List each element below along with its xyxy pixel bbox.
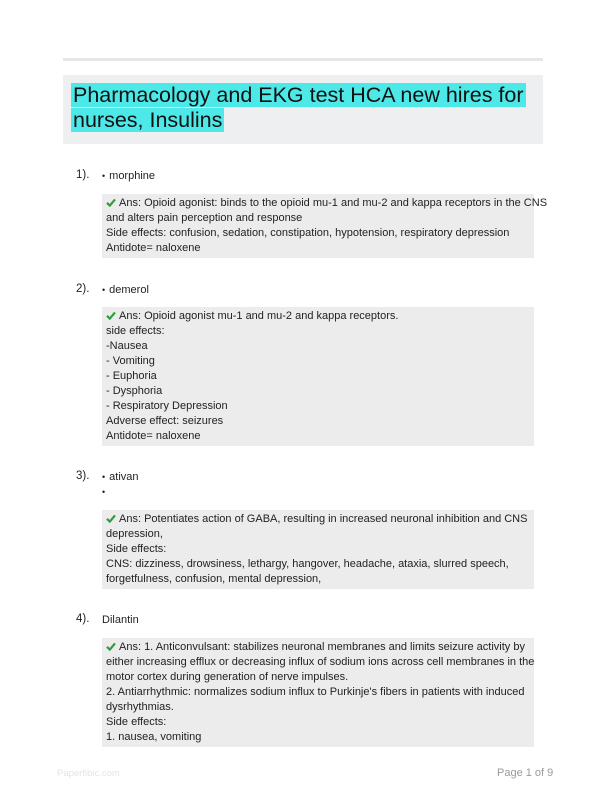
question-label: Dilantin bbox=[102, 614, 139, 626]
question-label: • morphine bbox=[102, 170, 156, 182]
answer-line: Antidote= naloxene bbox=[106, 430, 201, 442]
answer-line: Side effects: bbox=[106, 716, 167, 728]
answer-line: dysrhythmias. bbox=[106, 701, 174, 713]
answer-line: - Vomiting bbox=[106, 355, 155, 367]
answer-line: Ans: Opioid agonist: binds to the opioid mu-1 and mu-2 and kappa receptors in the CNS bbox=[106, 196, 530, 211]
bullet-icon: • bbox=[102, 487, 106, 497]
answer-line: depression, bbox=[106, 528, 163, 540]
bullet-icon: • bbox=[102, 285, 106, 295]
answer-line: Adverse effect: seizures bbox=[106, 415, 224, 427]
question-number: 4). bbox=[76, 613, 90, 625]
check-icon bbox=[106, 642, 116, 651]
answer-line: Ans: Potentiates action of GABA, resulting in increased neuronal inhibition and CNS bbox=[106, 512, 530, 527]
check-icon bbox=[106, 311, 116, 320]
answer-line: Side effects: bbox=[106, 543, 167, 555]
question-number: 2). bbox=[76, 283, 90, 295]
answer-line: -Nausea bbox=[106, 340, 148, 352]
answer-line: and alters pain perception and response bbox=[106, 212, 303, 224]
answer-box bbox=[102, 194, 548, 258]
bullet-icon: • bbox=[102, 171, 106, 181]
page-indicator: Page 1 of 9 bbox=[497, 767, 554, 779]
answer-line: Side effects: confusion, sedation, constipation, hypotension, respiratory depression bbox=[106, 227, 510, 239]
answer-line: 2. Antiarrhythmic: normalizes sodium influx to Purkinje's fibers in patients with induced bbox=[106, 686, 525, 698]
page-title: Pharmacology and EKG test HCA new hires for nurses, Insulins bbox=[73, 83, 524, 132]
answer-line: - Euphoria bbox=[106, 370, 157, 382]
answer-line: forgetfulness, confusion, mental depression, bbox=[106, 573, 322, 585]
answer-line: - Dysphoria bbox=[106, 385, 163, 397]
answer-line: - Respiratory Depression bbox=[106, 400, 228, 412]
top-divider bbox=[63, 58, 543, 61]
answer-box bbox=[102, 510, 534, 589]
answer-line: either increasing efflux or decreasing influx of sodium ions across cell membranes in the bbox=[106, 656, 535, 668]
answer-line: Antidote= naloxene bbox=[106, 242, 201, 254]
question-number: 3). bbox=[76, 470, 90, 482]
bullet-icon: • bbox=[102, 472, 106, 482]
footer-watermark: Paperfibic.com bbox=[57, 768, 120, 779]
answer-line: motor cortex during generation of nerve impulses. bbox=[106, 671, 349, 683]
answer-line: CNS: dizziness, drowsiness, lethargy, hangover, headache, ataxia, slurred speech, bbox=[106, 558, 509, 570]
answer-line: 1. nausea, vomiting bbox=[106, 731, 202, 743]
answer-line: Ans: Opioid agonist mu-1 and mu-2 and kappa receptors. bbox=[106, 309, 530, 324]
answer-box bbox=[102, 638, 534, 747]
question-number: 1). bbox=[76, 169, 90, 181]
question-label: • ativan • bbox=[102, 471, 139, 497]
answer-box bbox=[102, 307, 534, 446]
question-label: • demerol bbox=[102, 284, 149, 296]
title-box bbox=[63, 75, 543, 144]
answer-line: side effects: bbox=[106, 325, 165, 337]
answer-line: Ans: 1. Anticonvulsant: stabilizes neuronal membranes and limits seizure activity by bbox=[106, 640, 530, 655]
check-icon bbox=[106, 514, 116, 523]
check-icon bbox=[106, 198, 116, 207]
